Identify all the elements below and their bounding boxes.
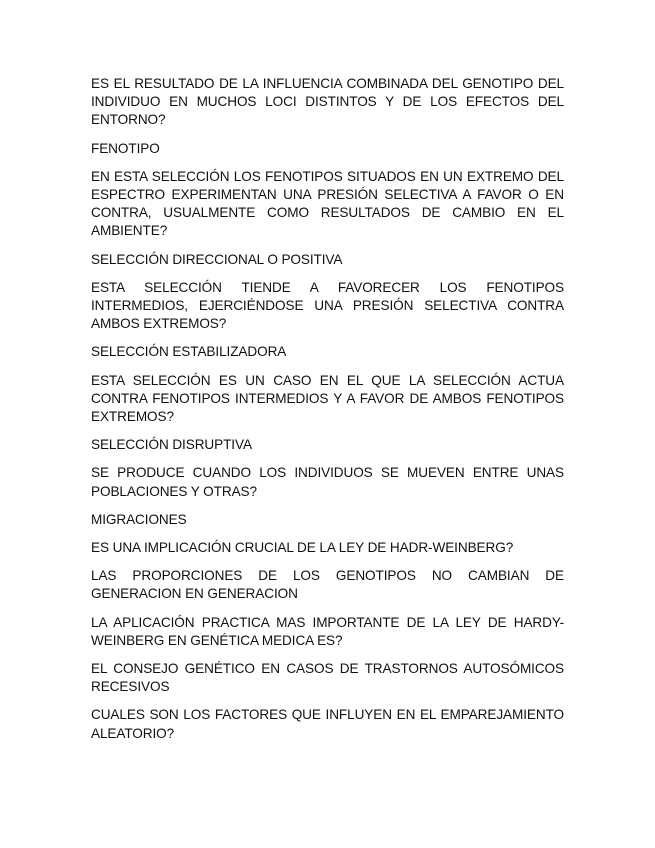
question-paragraph: ESTA SELECCIÓN TIENDE A FAVORECER LOS FENOTIPOS INTERMEDIOS, EJERCIÉNDOSE UNA PRESIÓN SELECTIVA CONTRA AMBOS EXTREMOS? (91, 279, 564, 332)
question-paragraph: ESTA SELECCIÓN ES UN CASO EN EL QUE LA SELECCIÓN ACTUA CONTRA FENOTIPOS INTERMEDIOS Y A FAVOR DE AMBOS FENOTIPOS EXTREMOS? (91, 372, 564, 425)
answer-paragraph: LAS PROPORCIONES DE LOS GENOTIPOS NO CAMBIAN DE GENERACION EN GENERACION (91, 568, 564, 602)
answer-paragraph: FENOTIPO (91, 140, 160, 156)
question-paragraph: EN ESTA SELECCIÓN LOS FENOTIPOS SITUADOS EN UN EXTREMO DEL ESPECTRO EXPERIMENTAN UNA PRESIÓN SELECTIVA A FAVOR O EN CONTRA, USUALMENTE COMO RESULTADOS DE CAMBIO EN EL AMBIENTE? (91, 168, 564, 239)
answer-paragraph: SELECCIÓN DISRUPTIVA (91, 437, 252, 453)
answer-paragraph: SELECCIÓN ESTABILIZADORA (91, 344, 287, 360)
question-paragraph: LA APLICACIÓN PRACTICA MAS IMPORTANTE DE LA LEY DE HARDY-WEINBERG EN GENÉTICA MEDICA ES? (91, 614, 564, 648)
document-page (91, 75, 564, 753)
answer-paragraph: SELECCIÓN DIRECCIONAL O POSITIVA (91, 251, 343, 267)
question-paragraph: ES UNA IMPLICACIÓN CRUCIAL DE LA LEY DE HADR-WEINBERG? (91, 540, 514, 556)
question-paragraph: CUALES SON LOS FACTORES QUE INFLUYEN EN EL EMPAREJAMIENTO ALEATORIO? (91, 707, 564, 741)
answer-paragraph: MIGRACIONES (91, 511, 187, 527)
answer-paragraph: EL CONSEJO GENÉTICO EN CASOS DE TRASTORNOS AUTOSÓMICOS RECESIVOS (91, 661, 564, 695)
question-paragraph: ES EL RESULTADO DE LA INFLUENCIA COMBINADA DEL GENOTIPO DEL INDIVIDUO EN MUCHOS LOCI DISTINTOS Y DE LOS EFECTOS DEL ENTORNO? (91, 76, 564, 128)
question-paragraph: SE PRODUCE CUANDO LOS INDIVIDUOS SE MUEVEN ENTRE UNAS POBLACIONES Y OTRAS? (91, 465, 564, 499)
